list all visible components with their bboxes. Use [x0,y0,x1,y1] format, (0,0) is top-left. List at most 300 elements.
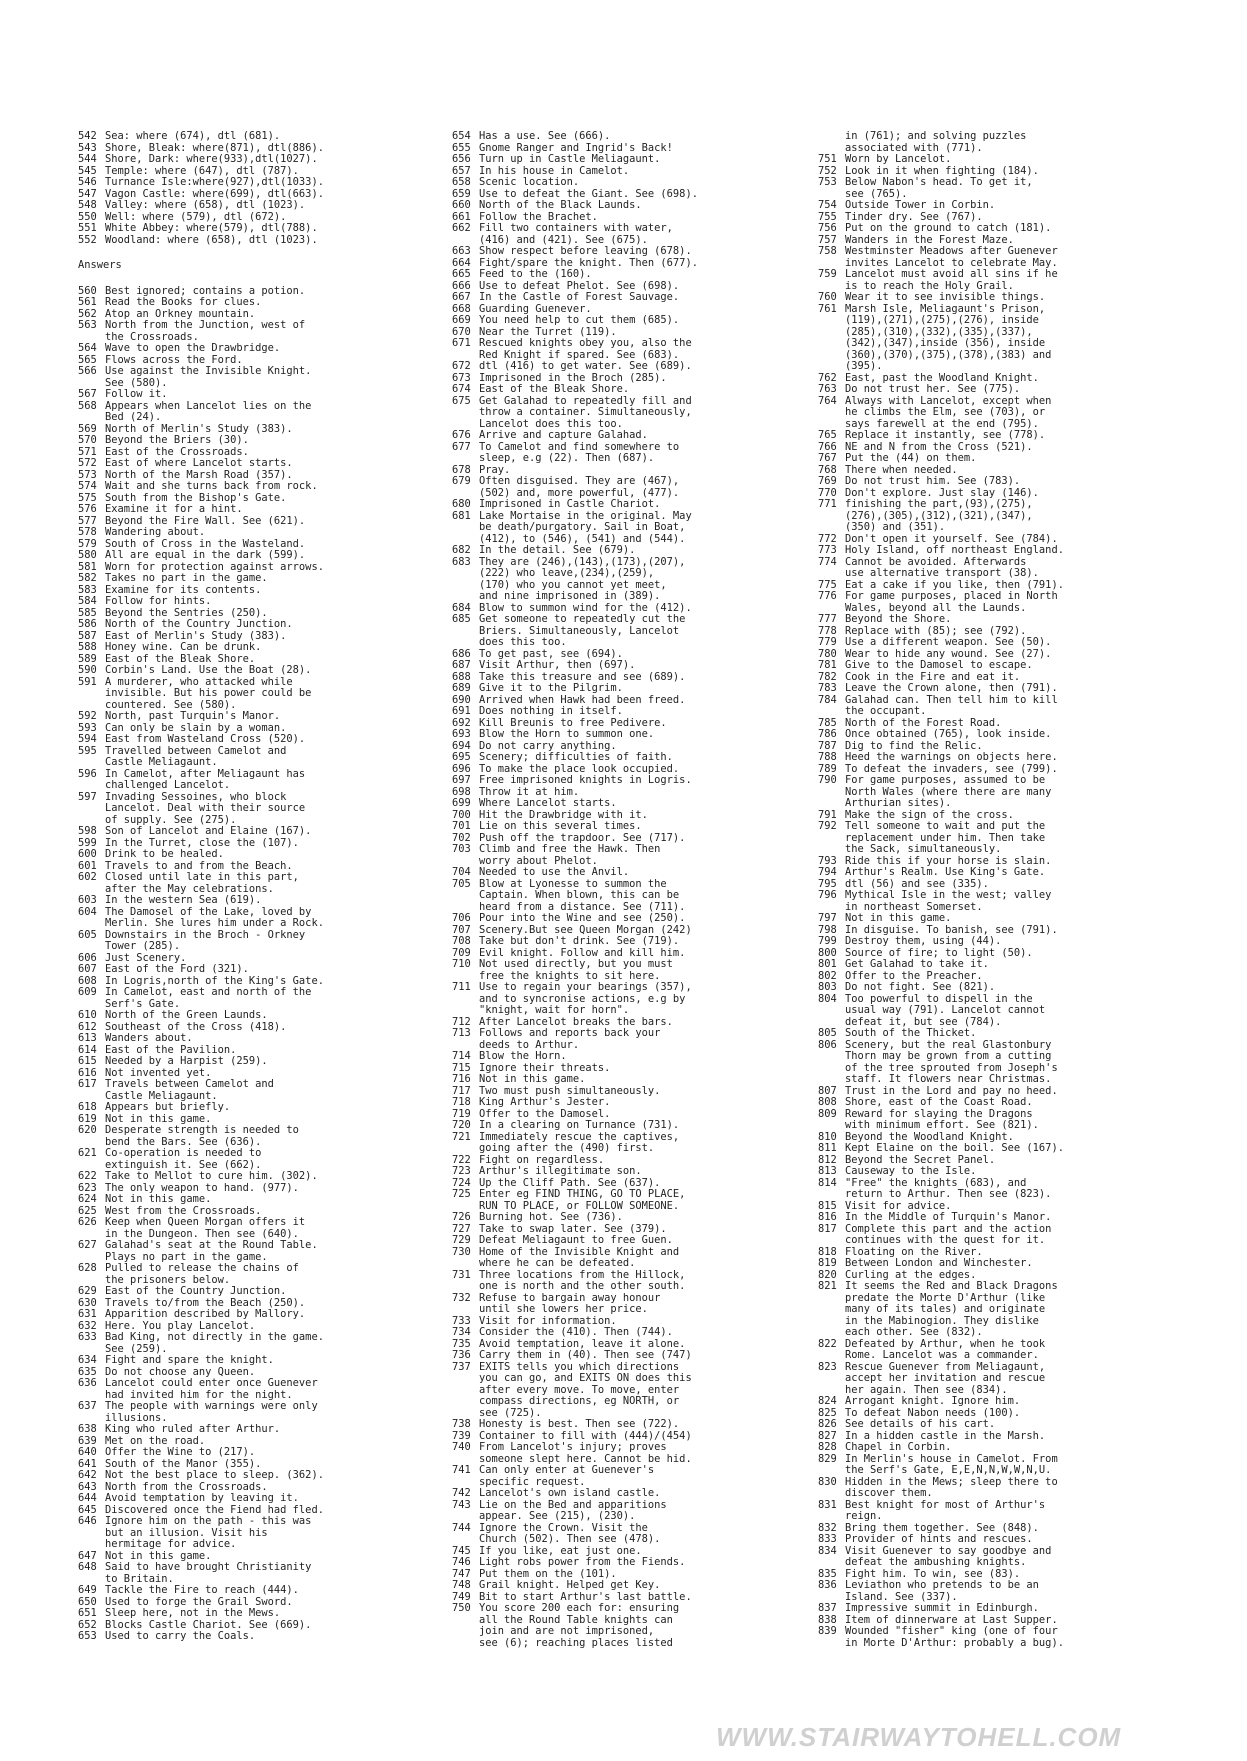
entry-text: Rescued knights obey you, also the Red Knight if spared. See (683). [479,337,692,361]
entry-number: 756 [818,222,837,234]
entry-number: 626 [78,1216,97,1228]
entry-number: 722 [452,1153,471,1166]
entry-text: Defeat Meliagaunt to free Guen. [479,1234,673,1246]
entry-number: 839 [818,1625,837,1637]
entry-number: 647 [78,1549,97,1562]
entry-text: Offer to the Preacher. [845,969,983,982]
entry-number: 682 [452,544,471,556]
entry-text: Shore, east of the Coast Road. [845,1096,1033,1108]
entry-number: 569 [78,422,97,435]
entry-text: Used to carry the Coals. [105,1630,256,1642]
entry-number: 584 [78,595,97,607]
entry-text: Lancelot's own island castle. [479,1487,661,1499]
entry-text: Take but don't drink. See (719). [479,935,680,947]
entry-text: Always with Lancelot, except when he climbs the Elm, see (703), or says farewell at the end (795). [845,394,1052,430]
entry-number: 837 [818,1602,837,1614]
entry-text: Replace it instantly, see (778). [845,429,1046,441]
entry-text: King Arthur's Jester. [479,1096,611,1108]
entry-text: East of Merlin's Study (383). [105,629,287,642]
entry-number: 796 [818,889,837,901]
answer-entry [78,895,446,907]
entry-number: 712 [452,1015,471,1028]
entry-number: 563 [78,319,97,331]
entry-number: 633 [78,1331,97,1343]
entry-text: Sleep here, not in the Mews. [105,1607,281,1619]
entry-text: Just Scenery. [105,951,187,964]
entry-number: 779 [818,636,837,648]
answer-entry [818,246,1198,269]
entry-text: Often disguised. They are (467), (502) and, more powerful, (477). [479,475,680,499]
answer-entry [818,637,1198,649]
entry-text: Turnance Isle:where(927),dtl(1033). [105,176,324,188]
entry-text: Follow it. [105,388,168,400]
entry-number: 788 [818,751,837,763]
entry-text: Blow the Horn. [479,1050,567,1062]
entry-number: 735 [452,1337,471,1350]
entry-text: Drink to be healed. [105,848,224,860]
entry-text: North of Merlin's Study (383). [105,422,293,435]
entry-number: 561 [78,296,97,308]
entry-text: You need help to cut them (685). [479,314,680,326]
entry-number: 620 [78,1124,97,1136]
entry-text: Trust in the Lord and pay no heed. [845,1084,1058,1097]
answer-entry [452,1212,824,1224]
entry-number: 793 [818,854,837,867]
entry-number: 636 [78,1377,97,1389]
answer-entry [78,826,446,838]
answer-entry [78,872,446,895]
entry-number: 601 [78,859,97,872]
answer-entry [452,959,824,982]
entry-text: Ignore their threats. [479,1061,611,1074]
entry-text: Westminster Meadows after Guenever invites Lancelot to celebrate May. [845,245,1058,269]
entry-text: To get past, see (694). [479,647,623,660]
entry-text: North of the Country Junction. [105,618,293,630]
entry-text: Travelled between Camelot and Castle Meliagaunt. [105,744,287,768]
entry-text: Has a use. See (666). [479,130,611,142]
answer-entry [78,1424,446,1436]
entry-number: 808 [818,1096,837,1108]
answer-entry [78,1148,446,1171]
entry-text: Guarding Guenever. [479,302,592,315]
entry-number: 596 [78,767,97,780]
entry-text: Replace with (85); see (792). [845,624,1027,637]
answer-entry [452,131,824,143]
entry-number: 669 [452,314,471,326]
answer-entry [818,292,1198,304]
entry-text: Flows across the Ford. [105,353,243,366]
entry-number: 550 [78,210,97,223]
entry-number: 602 [78,871,97,883]
answer-entry [818,557,1198,580]
entry-text: Imprisoned in the Broch (285). [479,371,667,384]
entry-text: Used to forge the Grail Sword. [105,1595,293,1608]
entry-number: 649 [78,1584,97,1596]
entry-number: 643 [78,1480,97,1493]
entry-text: Southeast of the Cross (418). [105,1020,287,1033]
entry-text: Leviathon who pretends to be an Island. See (337). [845,1579,1039,1603]
entry-number: 662 [452,222,471,234]
entry-number: 668 [452,302,471,315]
entry-text: Ignore the Crown. Visit the Church (502). Then see (478). [479,1521,661,1545]
entry-text: In Camelot, east and north of the Serf's Gate. [105,986,312,1010]
entry-text: East of the Pavilion. [105,1043,237,1056]
entry-text: Imprisoned in Castle Chariot. [479,498,661,510]
answer-entry [78,1010,446,1022]
entry-number: 604 [78,905,97,918]
entry-text: Blocks Castle Chariot. See (669). [105,1618,312,1631]
entry-number: 799 [818,935,837,947]
entry-number: 576 [78,503,97,515]
answer-entry [452,476,824,499]
entry-text: Arrogant knight. Ignore him. [845,1395,1021,1407]
column-1 [78,131,446,1643]
entry-text: To defeat the invaders, see (799). [845,762,1058,775]
answer-entry [78,1309,446,1321]
entry-text: Lie on this several times. [479,820,642,832]
entry-number: 693 [452,728,471,740]
answer-entry [78,1401,446,1424]
entry-number: 585 [78,606,97,619]
entry-text: It seems the Red and Black Dragons predate the Morte D'Arthur (like many of its tales) and originate in the Mabinogion. They dislike each other. See (832). [845,1280,1058,1338]
entry-text: North, past Turquin's Manor. [105,710,281,722]
entry-number: 597 [78,790,97,803]
entry-number: 665 [452,268,471,280]
entry-number: 630 [78,1296,97,1309]
entry-text: Valley: where (658), dtl (1023). [105,199,306,211]
entry-text: Does nothing in itself. [479,705,623,717]
answer-entry [78,1608,446,1620]
answer-entry [78,1378,446,1401]
entry-number: 810 [818,1130,837,1143]
entry-number: 727 [452,1222,471,1235]
answer-entry [818,1454,1198,1477]
entry-number: 677 [452,440,471,453]
entry-number: 672 [452,360,471,372]
answers-list-3 [818,154,1198,1649]
entry-text: Look in it when fighting (184). [845,164,1039,177]
entry-text: Causeway to the Isle. [845,1165,977,1177]
entry-text: From Lancelot's injury; proves someone slept here. Cannot be hid. [479,1441,692,1465]
continued-line: in (761); and solving puzzles [845,130,1027,142]
entry-number: 660 [452,199,471,211]
entry-number: 791 [818,808,837,821]
entry-number: 701 [452,820,471,832]
answer-entry [818,1500,1198,1523]
answers-list-1 [78,286,446,1643]
entry-number: 560 [78,284,97,297]
entry-number: 603 [78,894,97,906]
answer-entry [452,269,824,281]
entry-text: Said to have brought Christianity to Britain. [105,1561,312,1585]
entry-text: Visit Guenever to say goodbye and defeat the ambushing knights. [845,1544,1052,1568]
entry-text: Do not trust her. See (775). [845,383,1021,395]
entry-text: Use to defeat the Giant. See (698). [479,187,698,200]
entry-text: Follows and reports back your deeds to Arthur. [479,1027,661,1051]
entry-text: Lake Mortaise in the original. May be death/purgatory. Sail in Boat, (412), to (546), (541) and (544). [479,509,692,545]
entry-number: 666 [452,279,471,292]
entry-number: 749 [452,1590,471,1603]
entry-number: 582 [78,572,97,584]
answer-entry [818,177,1198,200]
entry-number: 605 [78,928,97,941]
entry-text: Ride this if your horse is slain. [845,854,1052,867]
answer-entry [818,1028,1198,1040]
answer-entry [452,177,824,189]
entry-number: 813 [818,1165,837,1177]
entry-text: After Lancelot breaks the bars. [479,1015,673,1028]
answer-entry [452,499,824,511]
entry-text: Apparition described by Mallory. [105,1308,306,1320]
entry-number: 686 [452,647,471,660]
entry-text: Light robs power from the Fiends. [479,1556,686,1568]
entry-number: 624 [78,1193,97,1205]
entry-number: 679 [452,475,471,487]
answer-entry [78,297,446,309]
answer-entry [452,557,824,603]
entry-number: 741 [452,1464,471,1476]
answer-entry [818,775,1198,810]
entry-number: 590 [78,664,97,676]
entry-number: 595 [78,744,97,757]
answer-entry [78,769,446,792]
entry-number: 644 [78,1492,97,1504]
entry-number: 696 [452,762,471,775]
entry-text: Too powerful to dispell in the usual way (791). Lancelot cannot defeat it, but see (784). [845,992,1046,1028]
entry-number: 631 [78,1308,97,1320]
entry-number: 767 [818,452,837,464]
entry-text: Beyond the Briers (30). [105,434,249,446]
entry-number: 820 [818,1268,837,1281]
entry-number: 580 [78,549,97,561]
entry-text: Appears but briefly. [105,1101,231,1113]
answer-entry [78,907,446,930]
answer-entry [78,1217,446,1240]
answer-entry [452,1557,824,1569]
entry-text: Best ignored; contains a potion. [105,284,306,297]
entry-text: Kept Elaine on the boil. See (167). [845,1142,1064,1154]
answer-entry [452,660,824,672]
entry-number: 692 [452,716,471,729]
entry-text: Scenic location. [479,176,580,188]
entry-text: Take this treasure and see (689). [479,670,686,683]
answer-entry [452,315,824,327]
answer-entry [452,1120,824,1132]
entry-number: 642 [78,1469,97,1481]
entry-text: Appears when Lancelot lies on the Bed (24). [105,399,312,423]
entry-number: 618 [78,1101,97,1113]
entry-text: Immediately rescue the captives, going after the (490) first. [479,1130,680,1154]
entry-text: All are equal in the dark (599). [105,549,306,561]
answer-entry [452,1074,824,1086]
entry-number: 838 [818,1613,837,1626]
answer-entry [78,1470,446,1482]
entry-number: 794 [818,866,837,878]
entry-text: Hit the Drawbridge with it. [479,808,648,821]
answer-entry [78,1562,446,1585]
answer-entry [452,614,824,649]
entry-number: 655 [452,141,471,154]
entry-text: Not invented yet. [105,1066,212,1079]
answer-entry [452,1580,824,1592]
entry-number: 739 [452,1429,471,1442]
entry-text: Met on the road. [105,1434,206,1447]
entry-text: Carry them in (40). Then see (747) [479,1349,692,1361]
entry-text: Do not choose any Queen. [105,1365,256,1378]
answer-entry [818,1580,1198,1603]
entry-text: In a hidden castle in the Marsh. [845,1429,1046,1442]
entry-number: 730 [452,1245,471,1258]
answer-entry [818,499,1198,534]
entry-text: Wear to hide any wound. See (27). [845,647,1052,660]
entry-text: Pulled to release the chains of the prisoners below. [105,1262,299,1286]
entry-text: Avoid temptation by leaving it. [105,1492,299,1504]
entry-text: The only weapon to hand. (977). [105,1181,299,1194]
entry-number: 688 [452,670,471,683]
answer-entry [452,1235,824,1247]
entry-text: Item of dinnerware at Last Supper. [845,1613,1058,1626]
entry-number: 781 [818,659,837,671]
entry-text: Blow to summon wind for the (412). [479,601,692,614]
entry-number: 639 [78,1434,97,1447]
entry-text: Curling at the edges. [845,1268,977,1281]
entry-number: 715 [452,1061,471,1074]
answer-entry [818,867,1198,879]
entry-text: Lie on the Bed and apparitions appear. See (215), (230). [479,1498,667,1522]
entry-text: Feed to the (160). [479,268,592,280]
entry-number: 707 [452,923,471,936]
entry-number: 628 [78,1262,97,1274]
entry-text: Consider the (410). Then (744). [479,1326,673,1338]
entry-number: 695 [452,751,471,763]
entry-text: Scenery.But see Queen Morgan (242) [479,923,692,936]
entry-number: 664 [452,256,471,269]
entry-number: 787 [818,739,837,752]
answer-entry [452,384,824,396]
entry-text: Worn by Lancelot. [845,153,952,165]
entry-text: Destroy them, using (44). [845,935,1002,947]
entry-text: Eat a cake if you like, then (791). [845,578,1064,591]
entry-number: 773 [818,544,837,556]
entry-text: Beyond the Fire Wall. See (621). [105,514,306,527]
entry-text: Container to fill with (444)/(454) [479,1429,692,1442]
entry-text: Outside Tower in Corbin. [845,199,996,211]
entry-number: 772 [818,532,837,545]
entry-number: 762 [818,371,837,384]
entry-number: 750 [452,1602,471,1614]
entry-number: 627 [78,1239,97,1251]
answer-entry [818,200,1198,212]
entry-text: Up the Cliff Path. See (637). [479,1176,661,1189]
answer-entry [452,729,824,741]
entry-number: 717 [452,1084,471,1097]
entry-number: 652 [78,1618,97,1631]
location-entry [78,131,446,143]
entry-text: Co-operation is needed to extinguish it. See (662). [105,1147,262,1171]
entry-number: 710 [452,958,471,970]
column-2 [452,131,824,1649]
entry-number: 691 [452,705,471,717]
entry-number: 731 [452,1268,471,1281]
entry-text: Desperate strength is needed to bend the Bars. See (636). [105,1124,299,1148]
entry-number: 745 [452,1544,471,1557]
entry-number: 607 [78,963,97,975]
entry-text: Keep when Queen Morgan offers it in the Dungeon. Then see (640). [105,1216,306,1240]
answer-entry [452,936,824,948]
answer-entry [452,1132,824,1155]
entry-text: Show respect before leaving (678). [479,245,692,257]
entry-number: 832 [818,1521,837,1534]
entry-text: To make the place look occupied. [479,762,680,775]
entry-number: 638 [78,1423,97,1435]
entry-text: Floating on the River. [845,1245,983,1258]
entry-number: 833 [818,1533,837,1545]
answer-entry [452,1362,824,1420]
answer-entry [78,1516,446,1551]
answer-entry [452,879,824,914]
entry-number: 608 [78,974,97,987]
entry-text: Arrived when Hawk had been freed. [479,693,686,706]
entry-number: 562 [78,307,97,320]
answer-entry [818,695,1198,718]
answer-entry [818,545,1198,557]
entry-text: Cook in the Fire and eat it. [845,670,1021,683]
entry-number: 594 [78,733,97,745]
entry-text: Grail knight. Helped get Key. [479,1579,661,1591]
entry-text: North of the Green Launds. [105,1009,268,1021]
entry-text: Not in this game. [105,1193,212,1205]
continued-entry [818,131,1198,154]
entry-text: Wanders about. [105,1032,193,1044]
entry-text: Tackle the Fire to reach (444). [105,1584,299,1596]
answer-entry [818,660,1198,672]
answer-entry [818,982,1198,994]
entry-text: Son of Lancelot and Elaine (167). [105,825,312,837]
entry-text: Heed the warnings on objects here. [845,751,1058,763]
entry-text: Beyond the Sentries (250). [105,606,268,619]
entry-number: 622 [78,1170,97,1182]
entry-text: Pray. [479,463,511,476]
answer-entry [78,665,446,677]
entry-number: 567 [78,388,97,400]
answer-entry [452,1189,824,1212]
answer-entry [452,1097,824,1109]
answer-entry [78,389,446,401]
entry-number: 771 [818,498,837,510]
entry-text: Offer the Wine to (217). [105,1446,256,1458]
entry-number: 610 [78,1009,97,1021]
answer-entry [452,1028,824,1051]
entry-text: Read the Books for clues. [105,296,262,308]
entry-number: 721 [452,1130,471,1143]
entry-text: North of the Marsh Road (357). [105,468,293,481]
entry-text: Marsh Isle, Meliagaunt's Prison, (119),(271),(275),(276), inside (285),(310),(332),(335),(337), (342),(347),inside (356), inside (360),(370),(375),(378),(383) and (395). [845,302,1052,372]
entry-number: 800 [818,946,837,959]
entry-text: Between London and Winchester. [845,1257,1033,1269]
entry-text: Blow the Horn to summon one. [479,728,655,740]
entry-number: 734 [452,1326,471,1338]
entry-text: Wandering about. [105,526,206,538]
entry-text: Fill two containers with water, (416) and (421). See (675). [479,222,673,246]
entry-text: Lancelot could enter once Guenever had invited him for the night. [105,1377,318,1401]
entry-number: 819 [818,1257,837,1269]
answer-entry [452,1270,824,1293]
entry-text: Free imprisoned knights in Logris. [479,774,692,786]
entry-text: Wait and she turns back from rock. [105,480,318,492]
answer-entry [818,1166,1198,1178]
entry-number: 548 [78,199,97,211]
entry-number: 702 [452,831,471,844]
